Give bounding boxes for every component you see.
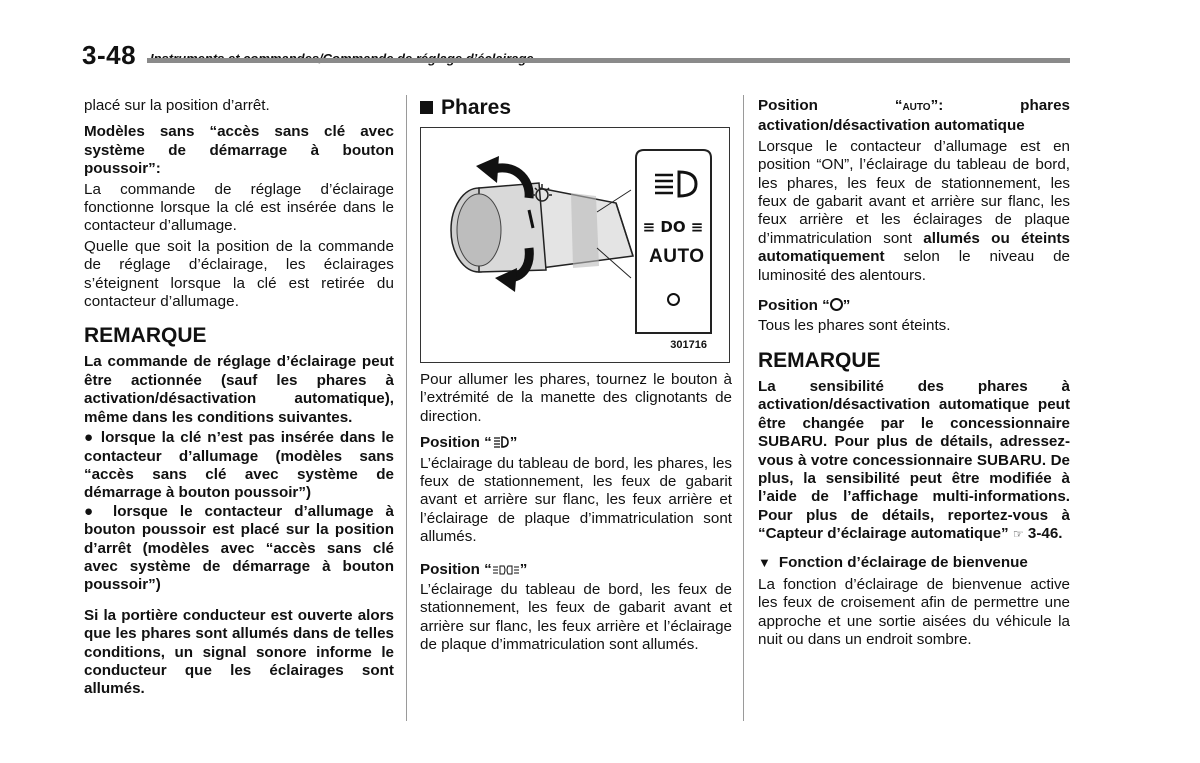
- quote-close: ”: [509, 434, 518, 452]
- position-auto-text: [758, 138, 1070, 285]
- remarque-text: La commande de réglage d’éclairage peut être actionnée (sauf les phares à activation/désactivation automatique), même dans les conditions suivantes.: [84, 353, 394, 426]
- position-off-heading: [758, 297, 1070, 315]
- reference-arrow-icon: ☞: [1012, 527, 1024, 542]
- figure-code: 301716: [670, 338, 707, 351]
- paragraph-key-inserted: La commande de réglage d’éclairage fonctionne lorsque la clé est insérée dans le contacteur d’allumage.: [84, 180, 394, 235]
- remarque-body: La sensibilité des phares à activation/désactivation automatique peut être changée par le concessionnaire SUBARU. Pour plus de détails, adressez-vous à votre concessionnaire SUBARU. De plus, la sensibilité peut être modifiée à l’aide de l’affichage multi-informations. Pour plus de détails, reportez-vous à “Capteur d’éclairage automatique”: [758, 377, 1070, 543]
- page-reference[interactable]: 3-46.: [1027, 525, 1063, 543]
- square-bullet-icon: [420, 101, 433, 114]
- triangle-bullet-icon: ▼: [758, 554, 771, 570]
- position-label: Position “: [758, 97, 903, 114]
- position-off-text: Tous les phares sont éteints.: [758, 317, 951, 335]
- auto-text-part1: Lorsque le contacteur d’allumage est en position “ON”, l’éclairage du tableau de bord, les phares, les feux de stationnement, les feux de gabarit avant et arrière sur flanc, les feux arrière et les éclairages de plaque d’immatriculation sont: [758, 137, 1070, 247]
- caption: Pour allumer les phares, tournez le bouton à l’extrémité de la manette des clignotants de direction.: [420, 371, 732, 425]
- auto-text-part2: selon le niveau de luminosité des alentours.: [758, 248, 1070, 284]
- position-headlight-heading: [420, 434, 732, 452]
- svg-text:≡ DO ≡: ≡ DO ≡: [642, 218, 704, 236]
- auto-text-bold: allumés ou éteints automatiquement: [758, 229, 1070, 266]
- bullet-item: [84, 429, 394, 503]
- position-headlight-text: L’éclairage du tableau de bord, les phares, les feux de stationnement, les feux de gabarit avant et arrière sur flanc, les feux arrière et l’éclairage de plaque d’immatriculation sont allumés.: [420, 454, 732, 546]
- headlight-icon: [492, 435, 510, 449]
- bullet-text: lorsque la clé n’est pas insérée dans le contacteur d’allumage (modèles sans “accès sans clé avec système de démarrage à bouton poussoir”): [84, 429, 394, 502]
- quote-close: ”: [842, 297, 851, 315]
- column-divider-1: [406, 95, 407, 721]
- page-number: 3-48: [82, 40, 137, 70]
- off-circle-icon: [667, 293, 680, 306]
- bullet-text: lorsque le contacteur d’allumage à bouton poussoir est placé sur la position d’arrêt (modèles avec “accès sans clé avec système de démarrage à bouton poussoir”): [84, 502, 394, 594]
- bullet-icon: ●: [84, 502, 113, 520]
- quote-close: ”: [519, 560, 528, 578]
- position-label: Position “: [420, 560, 492, 578]
- position-label: Position “: [758, 297, 830, 315]
- auto-heading-text: ”: phares activation/désactivation automatique: [758, 97, 1070, 135]
- intro-text: placé sur la position d’arrêt.: [84, 97, 270, 114]
- remarque-warning: Si la portière conducteur est ouverte alors que les phares sont allumés dans de telles conditions, un signal sonore informe le conducteur que les éclairages sont allumés.: [84, 606, 394, 698]
- remarque-text: [758, 378, 1070, 544]
- position-parking-text: L’éclairage du tableau de bord, les feux de stationnement, les feux de gabarit avant et arrière sur flanc, les feux arrière et l’éclairage de plaque d’immatriculation sont allumés.: [420, 581, 732, 654]
- remarque-heading: REMARQUE: [758, 348, 881, 372]
- auto-icon: AUTO: [902, 102, 931, 113]
- column-divider-2: [743, 95, 744, 721]
- column-left: [84, 97, 394, 707]
- light-switch-illustration: [421, 128, 729, 362]
- bullet-item: [84, 503, 394, 595]
- phares-heading: [420, 97, 732, 119]
- bullet-icon: ●: [84, 429, 101, 447]
- auto-label: AUTO: [649, 246, 705, 267]
- light-switch-figure: [420, 127, 730, 363]
- position-auto-heading: [758, 97, 1070, 136]
- welcome-heading: [758, 554, 1070, 572]
- column-right: [758, 97, 1070, 658]
- paragraph-key-removed: Quelle que soit la position de la commande de réglage d’éclairage, les éclairages s’éteignent lorsque la clé est retirée du contacteur d’allumage.: [84, 237, 394, 311]
- parking-light-icon: [492, 564, 520, 576]
- page-header: [82, 38, 1070, 68]
- welcome-title: Fonction d’éclairage de bienvenue: [778, 553, 1028, 571]
- remarque-heading: REMARQUE: [84, 324, 207, 348]
- header-rule: [147, 58, 1070, 63]
- models-heading: Modèles sans “accès sans clé avec système de démarrage à bouton poussoir”:: [84, 123, 394, 178]
- position-label: Position “: [420, 434, 492, 452]
- position-parking-heading: [420, 561, 732, 579]
- phares-title: Phares: [441, 96, 512, 119]
- off-icon: [830, 298, 843, 311]
- welcome-text: La fonction d’éclairage de bienvenue active les feux de croisement afin de permettre une approche et une sortie aisées du véhicule la nuit ou dans un endroit sombre.: [758, 575, 1070, 649]
- column-middle: [420, 97, 732, 663]
